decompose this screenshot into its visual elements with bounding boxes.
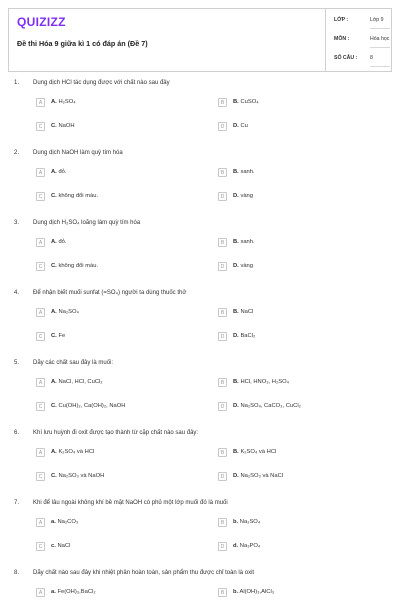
option-a[interactable] (36, 98, 196, 108)
option-label: C. (51, 333, 57, 339)
option-letter-box: A (36, 168, 45, 177)
option-label: B. (233, 309, 239, 315)
option-c[interactable] (36, 332, 196, 342)
option-value: CuSO₄ (240, 99, 259, 105)
option-text (51, 543, 70, 549)
option-letter-box: B (218, 168, 227, 177)
question-5 (8, 360, 392, 430)
option-label: C. (51, 193, 57, 199)
option-a[interactable] (36, 168, 196, 178)
option-letter-box: D (218, 332, 227, 341)
question-text: Dung dịch HCl tác dụng được với chất nào sau đây (33, 80, 170, 86)
option-text (233, 473, 283, 479)
option-letter-box: A (36, 378, 45, 387)
option-letter-box: B (218, 588, 227, 597)
option-value: xanh. (240, 239, 255, 245)
option-label: a. (51, 519, 56, 525)
option-label: b. (233, 589, 239, 595)
option-letter-box: B (218, 378, 227, 387)
option-c[interactable] (36, 472, 196, 482)
option-text (233, 263, 253, 269)
question-number: 1. (14, 80, 20, 86)
option-value: Na₂CO₃ (57, 519, 79, 525)
option-text (233, 333, 255, 339)
option-a[interactable] (36, 448, 196, 458)
option-d[interactable] (218, 262, 378, 272)
option-letter-box: A (36, 238, 45, 247)
meta-count-value: 8 (370, 55, 373, 61)
option-label: D. (233, 123, 239, 129)
option-value: NaCl (240, 309, 254, 315)
option-text (233, 169, 255, 175)
option-label: A. (51, 239, 57, 245)
option-value: Na₂SO₃ và NaCl (240, 473, 284, 479)
option-text (233, 449, 276, 455)
option-text (233, 239, 255, 245)
option-label: C. (51, 403, 57, 409)
option-label: B. (233, 239, 239, 245)
question-4 (8, 290, 392, 360)
option-text (233, 309, 253, 315)
question-number: 8. (14, 570, 20, 576)
option-text (233, 99, 259, 105)
option-c[interactable] (36, 542, 196, 552)
option-label: A. (51, 379, 57, 385)
option-value: H₂SO₄ (58, 99, 76, 105)
option-letter-box: C (36, 192, 45, 201)
option-letter-box: A (36, 518, 45, 527)
quizizz-logo: QUIZIZZ (17, 15, 66, 29)
question-text: Khi để lâu ngoài không khí bề mặt NaOH có phủ một lớp muối đó là muối (33, 500, 228, 506)
option-value: Na₂SO₃ và NaOH (58, 473, 105, 479)
option-value: Cu(OH)₂, Ca(OH)₂, NaOH (58, 403, 126, 409)
option-value: NaOH (58, 123, 75, 129)
option-letter-box: D (218, 122, 227, 131)
option-letter-box: D (218, 262, 227, 271)
option-label: b. (233, 519, 239, 525)
option-letter-box: B (218, 238, 227, 247)
option-label: a. (51, 589, 56, 595)
option-letter-box: B (218, 98, 227, 107)
meta-class (334, 17, 384, 23)
quiz-meta (325, 9, 393, 71)
option-label: B. (233, 449, 239, 455)
meta-subject-key: MÔN : (334, 36, 350, 42)
question-number: 6. (14, 430, 20, 436)
option-label: A. (51, 309, 57, 315)
option-value: HCl, HNO₃, H₂SO₄ (240, 379, 289, 385)
option-label: D. (233, 333, 239, 339)
option-b[interactable] (218, 98, 378, 108)
option-value: đỏ. (58, 239, 67, 245)
option-text (233, 519, 260, 525)
option-value: Na₃PO₄ (239, 543, 261, 549)
question-text: Dung dịch H₂SO₄ loãng làm quỳ tím hóa (33, 220, 141, 226)
question-text: Khí lưu huỳnh đi oxit được tạo thành từ cặp chất nào sau đây: (33, 430, 199, 436)
option-a[interactable] (36, 518, 196, 528)
option-value: vàng (240, 193, 254, 199)
option-value: Fe (58, 333, 66, 339)
option-text (51, 169, 67, 175)
question-text: Dung dịch NaOH làm quỳ tím hóa (33, 150, 123, 156)
divider (370, 47, 390, 48)
option-label: A. (51, 169, 57, 175)
option-b[interactable] (218, 308, 378, 318)
option-c[interactable] (36, 122, 196, 132)
option-a[interactable] (36, 238, 196, 248)
option-value: NaCl (57, 543, 71, 549)
option-label: B. (233, 379, 239, 385)
option-b[interactable] (218, 588, 378, 598)
option-letter-box: C (36, 262, 45, 271)
option-letter-box: D (218, 542, 227, 551)
option-a[interactable] (36, 588, 196, 598)
option-value: vàng (240, 263, 254, 269)
option-text (233, 543, 260, 549)
option-value: Na₂SO₄ (239, 519, 261, 525)
option-d[interactable] (218, 192, 378, 202)
option-label: D. (233, 403, 239, 409)
option-value: không đổi màu. (58, 193, 99, 199)
meta-class-key: LỚP : (334, 17, 349, 23)
option-value: Al(OH)₃,AlCl₃ (239, 589, 275, 595)
option-text (233, 193, 253, 199)
option-value: không đổi màu. (58, 263, 99, 269)
option-a[interactable] (36, 378, 196, 388)
option-text (51, 99, 76, 105)
option-letter-box: A (36, 308, 45, 317)
option-letter-box: A (36, 448, 45, 457)
option-text (51, 309, 79, 315)
option-d[interactable] (218, 332, 378, 342)
option-value: BaCl₂ (240, 333, 256, 339)
question-number: 2. (14, 150, 20, 156)
page-title: Đề thi Hóa 9 giữa kì 1 có đáp án (Đề 7) (17, 39, 148, 48)
option-text (233, 379, 289, 385)
option-letter-box: A (36, 98, 45, 107)
option-a[interactable] (36, 308, 196, 318)
option-label: C. (51, 263, 57, 269)
question-3 (8, 220, 392, 290)
option-d[interactable] (218, 122, 378, 132)
option-label: D. (233, 473, 239, 479)
option-label: B. (233, 99, 239, 105)
option-letter-box: C (36, 332, 45, 341)
option-letter-box: C (36, 402, 45, 411)
option-b[interactable] (218, 238, 378, 248)
question-text: Để nhận biết muối sunfat (=SO₄) người ta dùng thuốc thử (33, 290, 187, 296)
option-value: đỏ. (58, 169, 67, 175)
option-label: D. (233, 263, 239, 269)
question-text: Dãy các chất sau đây là muối: (33, 360, 114, 366)
option-b[interactable] (218, 378, 378, 388)
meta-class-value: Lớp 9 (370, 17, 384, 23)
divider (370, 28, 390, 29)
question-1 (8, 80, 392, 150)
option-label: A. (51, 449, 57, 455)
option-label: C. (51, 473, 57, 479)
option-text (51, 589, 96, 595)
option-text (51, 519, 78, 525)
option-text (51, 473, 104, 479)
option-letter-box: B (218, 518, 227, 527)
option-value: Na₂SO₄, CaCO₃, CuCl₂ (240, 403, 301, 409)
option-text (51, 449, 94, 455)
option-letter-box: B (218, 308, 227, 317)
option-value: K₂SO₄ và HCl (240, 449, 277, 455)
meta-subject-value: Hóa học (370, 36, 390, 42)
option-value: Fe(OH)₃,BaCl₂ (57, 589, 96, 595)
question-8 (8, 570, 392, 600)
option-b[interactable] (218, 168, 378, 178)
question-number: 4. (14, 290, 20, 296)
option-value: xanh. (240, 169, 255, 175)
option-letter-box: C (36, 122, 45, 131)
question-6 (8, 430, 392, 500)
meta-subject (334, 36, 389, 42)
option-label: C. (51, 123, 57, 129)
option-text (51, 263, 98, 269)
option-text (51, 239, 67, 245)
option-text (51, 379, 103, 385)
option-text (51, 123, 75, 129)
option-letter-box: B (218, 448, 227, 457)
option-b[interactable] (218, 518, 378, 528)
option-value: Na₂SO₄ (58, 309, 79, 315)
option-d[interactable] (218, 402, 378, 412)
option-text (233, 589, 274, 595)
option-value: NaCl, HCl, CuCl₂ (58, 379, 103, 385)
question-text: Dãy chất nào sau đây khi nhiệt phân hoàn toàn, sản phẩm thu được chỉ toàn là oxit (33, 570, 255, 576)
option-text (233, 123, 248, 129)
question-2 (8, 150, 392, 220)
question-list (8, 80, 392, 600)
meta-count (334, 55, 373, 61)
option-label: d. (233, 543, 239, 549)
option-value: Cu (240, 123, 248, 129)
option-d[interactable] (218, 472, 378, 482)
quiz-header (8, 8, 392, 72)
option-letter-box: D (218, 472, 227, 481)
option-text (51, 333, 65, 339)
option-letter-box: D (218, 192, 227, 201)
option-label: D. (233, 193, 239, 199)
option-c[interactable] (36, 192, 196, 202)
option-letter-box: D (218, 402, 227, 411)
question-number: 3. (14, 220, 20, 226)
question-7 (8, 500, 392, 570)
option-text (51, 403, 125, 409)
option-label: c. (51, 543, 56, 549)
option-text (233, 403, 301, 409)
divider (370, 66, 390, 67)
option-letter-box: A (36, 588, 45, 597)
option-b[interactable] (218, 448, 378, 458)
option-letter-box: C (36, 472, 45, 481)
question-number: 5. (14, 360, 20, 366)
option-label: B. (233, 169, 239, 175)
option-c[interactable] (36, 402, 196, 412)
option-text (51, 193, 98, 199)
option-value: K₂SO₄ và HCl (58, 449, 95, 455)
meta-count-key: SỐ CÂU : (334, 55, 358, 61)
option-c[interactable] (36, 262, 196, 272)
question-number: 7. (14, 500, 20, 506)
option-label: A. (51, 99, 57, 105)
option-letter-box: C (36, 542, 45, 551)
option-d[interactable] (218, 542, 378, 552)
